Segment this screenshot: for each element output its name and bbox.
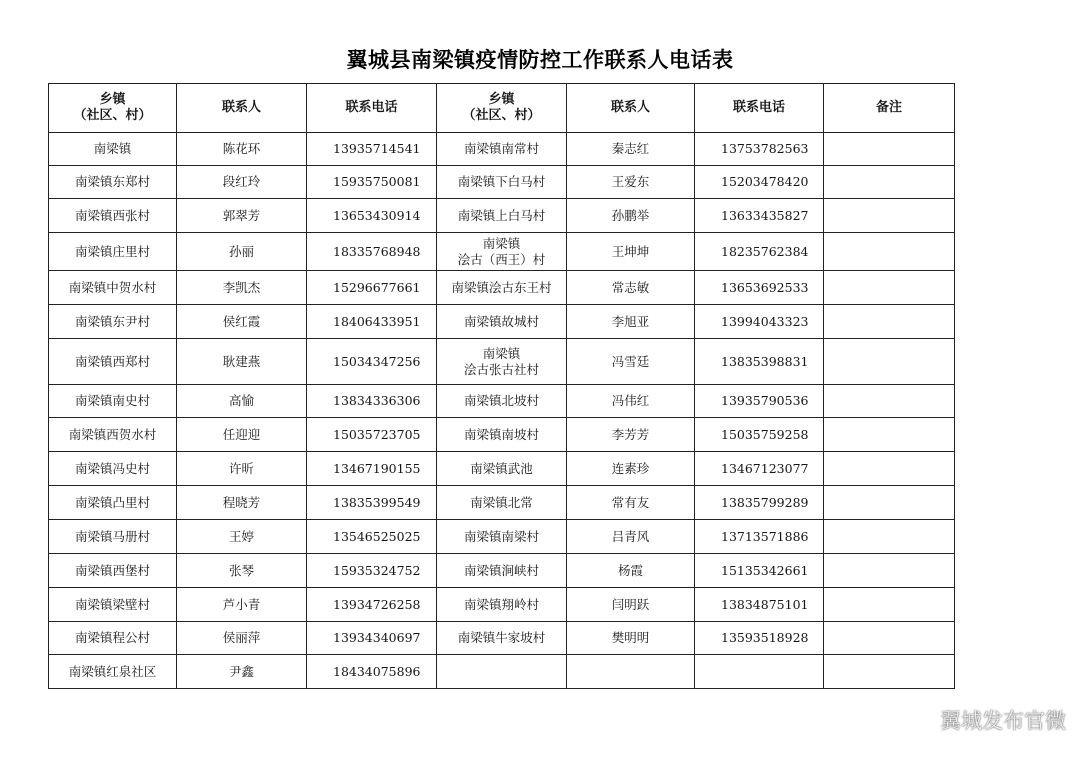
place-line: 南梁镇红泉社区 xyxy=(68,663,157,679)
town-cell-2 xyxy=(437,305,567,339)
contact-cell-2: 秦志红 xyxy=(567,133,695,166)
contact-cell-2: 李旭亚 xyxy=(567,305,695,339)
place-line: 南梁镇北坡村 xyxy=(463,393,539,408)
place-line: 南梁镇马册村 xyxy=(74,528,150,544)
phone-cell-2: 15135342661 xyxy=(695,554,824,588)
town-cell-2 xyxy=(437,133,567,166)
phone-cell-2: 13834875101 xyxy=(695,588,824,622)
table-row xyxy=(49,418,955,452)
town-cell-2 xyxy=(437,166,567,199)
phone-cell: 13835399549 xyxy=(307,486,437,520)
table-body xyxy=(49,133,955,689)
phone-cell-2 xyxy=(695,655,824,689)
place-line: 南梁镇东郑村 xyxy=(74,174,150,189)
town-cell-2 xyxy=(437,655,567,689)
phone-cell-2: 13994043323 xyxy=(695,305,824,339)
place-line: 南梁镇西堡村 xyxy=(74,562,150,578)
table-row xyxy=(49,339,955,385)
phone-cell-2: 13593518928 xyxy=(695,622,824,655)
phone-cell-2: 13653692533 xyxy=(695,271,824,305)
phone-cell: 13934340697 xyxy=(307,622,437,655)
header-town: 乡镇 （社区、村） xyxy=(49,84,177,133)
town-cell xyxy=(49,385,177,418)
contact-cell-2: 连素珍 xyxy=(567,452,695,486)
place-line: 南梁镇上白马村 xyxy=(457,207,546,223)
remarks-cell xyxy=(824,452,955,486)
phone-cell-2: 13835398831 xyxy=(695,339,824,385)
town-cell-2 xyxy=(437,271,567,305)
table-row xyxy=(49,655,955,689)
remarks-cell xyxy=(824,622,955,655)
page-title: 翼城县南梁镇疫情防控工作联系人电话表 xyxy=(346,48,734,72)
remarks-cell xyxy=(824,655,955,689)
contact-cell: 王婷 xyxy=(177,520,307,554)
town-cell xyxy=(49,452,177,486)
place-line: 南梁镇涧峡村 xyxy=(463,562,539,578)
contact-cell: 芦小青 xyxy=(177,588,307,622)
table-row xyxy=(49,588,955,622)
town-cell-2 xyxy=(437,233,567,271)
contact-cell: 高愉 xyxy=(177,385,307,418)
table-row xyxy=(49,166,955,199)
town-cell xyxy=(49,520,177,554)
town-cell xyxy=(49,199,177,233)
table-row xyxy=(49,305,955,339)
contact-cell-2: 樊明明 xyxy=(567,622,695,655)
phone-cell-2: 15203478420 xyxy=(695,166,824,199)
contact-cell-2: 王爱东 xyxy=(567,166,695,199)
contact-cell: 耿建燕 xyxy=(177,339,307,385)
phone-cell-2: 13935790536 xyxy=(695,385,824,418)
town-cell-2 xyxy=(437,520,567,554)
watermark xyxy=(900,705,1066,735)
remarks-cell xyxy=(824,520,955,554)
town-cell-2 xyxy=(437,418,567,452)
town-cell-2 xyxy=(437,452,567,486)
phone-cell: 15935750081 xyxy=(307,166,437,199)
town-cell xyxy=(49,339,177,385)
place-line: 南梁镇南梁村 xyxy=(463,528,539,544)
contact-cell: 陈花环 xyxy=(177,133,307,166)
header-contact: 联系人 xyxy=(177,84,307,133)
place-line: 南梁镇凸里村 xyxy=(74,494,150,510)
place-line: 浍古（西王）村 xyxy=(457,251,546,267)
phone-cell-2: 13467123077 xyxy=(695,452,824,486)
contact-cell: 李凯杰 xyxy=(177,271,307,305)
table-row xyxy=(49,520,955,554)
place-line: 南梁镇庄里村 xyxy=(74,243,150,259)
phone-cell: 15935324752 xyxy=(307,554,437,588)
header-phone-2: 联系电话 xyxy=(695,84,824,133)
town-cell xyxy=(49,271,177,305)
table-row xyxy=(49,199,955,233)
contact-cell: 许昕 xyxy=(177,452,307,486)
remarks-cell xyxy=(824,133,955,166)
contact-cell-2: 吕青风 xyxy=(567,520,695,554)
town-cell xyxy=(49,622,177,655)
town-cell xyxy=(49,588,177,622)
remarks-cell xyxy=(824,339,955,385)
table-row xyxy=(49,233,955,271)
table-row xyxy=(49,452,955,486)
table-row xyxy=(49,554,955,588)
town-cell-2 xyxy=(437,339,567,385)
town-cell xyxy=(49,655,177,689)
place-line: 南梁镇程公村 xyxy=(74,630,150,645)
place-line: 南梁镇西郑村 xyxy=(74,353,150,369)
phone-cell: 15296677661 xyxy=(307,271,437,305)
remarks-cell xyxy=(824,385,955,418)
place-line: 南梁镇牛家坡村 xyxy=(457,630,546,645)
place-line: 南梁镇南坡村 xyxy=(463,426,539,442)
phone-cell-2: 13835799289 xyxy=(695,486,824,520)
phone-cell: 13653430914 xyxy=(307,199,437,233)
watermark-text: 翼城发布官微 xyxy=(940,709,1066,733)
contact-cell-2: 孙鹏举 xyxy=(567,199,695,233)
contact-cell: 侯红霞 xyxy=(177,305,307,339)
contact-cell-2 xyxy=(567,655,695,689)
table-row xyxy=(49,622,955,655)
header-phone: 联系电话 xyxy=(307,84,437,133)
contact-cell-2: 冯伟红 xyxy=(567,385,695,418)
contact-cell: 段红玲 xyxy=(177,166,307,199)
remarks-cell xyxy=(824,199,955,233)
place-line: 南梁镇北常 xyxy=(470,494,533,510)
contact-cell-2: 杨霞 xyxy=(567,554,695,588)
phone-cell: 13934726258 xyxy=(307,588,437,622)
table-header-row xyxy=(49,84,955,133)
town-cell xyxy=(49,554,177,588)
phone-cell-2: 13713571886 xyxy=(695,520,824,554)
remarks-cell xyxy=(824,418,955,452)
town-cell xyxy=(49,418,177,452)
phone-cell-2: 13753782563 xyxy=(695,133,824,166)
table-row xyxy=(49,486,955,520)
contact-table xyxy=(48,83,955,689)
phone-cell: 18434075896 xyxy=(307,655,437,689)
remarks-cell xyxy=(824,271,955,305)
town-cell xyxy=(49,305,177,339)
header-town-2: 乡镇 （社区、村） xyxy=(437,84,567,133)
town-cell xyxy=(49,133,177,166)
remarks-cell xyxy=(824,305,955,339)
place-line: 浍古张古社村 xyxy=(463,361,539,377)
contact-cell: 尹鑫 xyxy=(177,655,307,689)
town-cell-2 xyxy=(437,199,567,233)
place-line: 南梁镇梁壁村 xyxy=(74,596,150,612)
place-line: 南梁镇浍古东王村 xyxy=(451,279,552,295)
place-line: 南梁镇 xyxy=(482,345,521,361)
town-cell xyxy=(49,233,177,271)
place-line: 南梁镇 xyxy=(93,141,132,156)
contact-cell-2: 李芳芳 xyxy=(567,418,695,452)
phone-cell: 15035723705 xyxy=(307,418,437,452)
place-line: 南梁镇武池 xyxy=(470,460,533,476)
remarks-cell xyxy=(824,233,955,271)
phone-cell-2: 13633435827 xyxy=(695,199,824,233)
phone-cell: 13467190155 xyxy=(307,452,437,486)
phone-cell: 18406433951 xyxy=(307,305,437,339)
place-line: 南梁镇南史村 xyxy=(74,393,150,408)
town-cell xyxy=(49,486,177,520)
table-row xyxy=(49,385,955,418)
town-cell-2 xyxy=(437,385,567,418)
contact-cell-2: 王坤坤 xyxy=(567,233,695,271)
contact-cell: 任迎迎 xyxy=(177,418,307,452)
phone-cell: 13935714541 xyxy=(307,133,437,166)
contact-cell-2: 冯雪廷 xyxy=(567,339,695,385)
remarks-cell xyxy=(824,166,955,199)
place-line: 南梁镇南常村 xyxy=(463,141,539,156)
remarks-cell xyxy=(824,486,955,520)
place-line: 南梁镇西贺水村 xyxy=(68,426,157,442)
remarks-cell xyxy=(824,554,955,588)
header-contact-2: 联系人 xyxy=(567,84,695,133)
place-line: 南梁镇下白马村 xyxy=(457,174,546,189)
phone-cell: 13834336306 xyxy=(307,385,437,418)
phone-cell: 15034347256 xyxy=(307,339,437,385)
town-cell-2 xyxy=(437,588,567,622)
contact-cell-2: 常志敏 xyxy=(567,271,695,305)
town-cell-2 xyxy=(437,554,567,588)
contact-cell: 侯丽萍 xyxy=(177,622,307,655)
town-cell-2 xyxy=(437,486,567,520)
place-line: 南梁镇东尹村 xyxy=(74,313,150,329)
remarks-cell xyxy=(824,588,955,622)
phone-cell: 13546525025 xyxy=(307,520,437,554)
phone-cell-2: 18235762384 xyxy=(695,233,824,271)
place-line: 南梁镇故城村 xyxy=(463,313,539,329)
place-line: 南梁镇中贺水村 xyxy=(68,279,157,295)
contact-cell-2: 常有友 xyxy=(567,486,695,520)
contact-cell: 郭翠芳 xyxy=(177,199,307,233)
contact-cell: 张琴 xyxy=(177,554,307,588)
place-line: 南梁镇西张村 xyxy=(74,207,150,223)
contact-cell: 孙丽 xyxy=(177,233,307,271)
contact-cell: 程晓芳 xyxy=(177,486,307,520)
place-line: 南梁镇冯史村 xyxy=(74,460,150,476)
town-cell-2 xyxy=(437,622,567,655)
table-row xyxy=(49,271,955,305)
contact-cell-2: 闫明跃 xyxy=(567,588,695,622)
table-row xyxy=(49,133,955,166)
phone-cell: 18335768948 xyxy=(307,233,437,271)
weibo-icon xyxy=(900,706,934,734)
phone-cell-2: 15035759258 xyxy=(695,418,824,452)
place-line: 南梁镇 xyxy=(482,235,521,251)
header-remarks: 备注 xyxy=(824,84,955,133)
town-cell xyxy=(49,166,177,199)
place-line: 南梁镇翔岭村 xyxy=(463,596,539,612)
